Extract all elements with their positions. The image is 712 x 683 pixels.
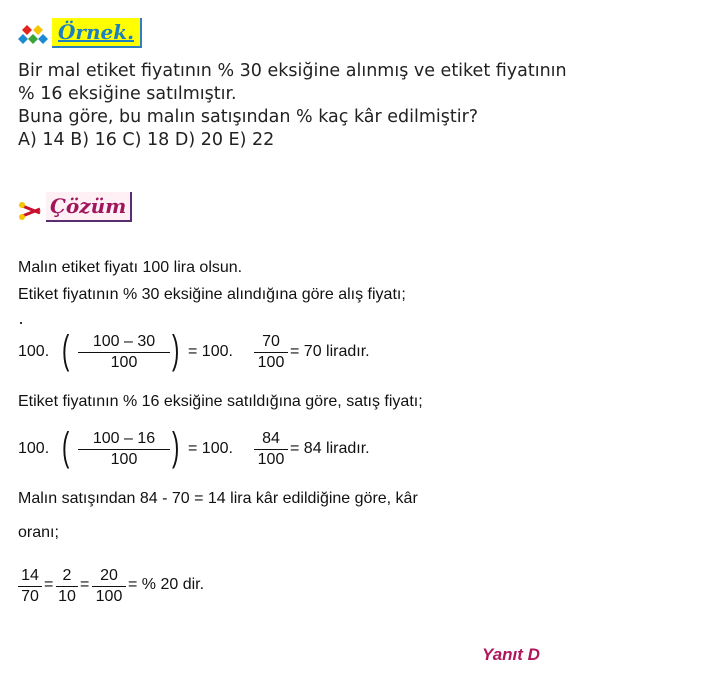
solution-line-5: oranı;: [18, 524, 59, 541]
question-line-2: % 16 eksiğine satılmıştır.: [18, 84, 237, 104]
eq2-term: 100.: [18, 440, 50, 457]
eq2-equals: = 100.: [188, 440, 233, 457]
scissors-icon: [18, 200, 44, 222]
eq3-fraction-2: [56, 566, 78, 607]
eq2-denominator-2: 100: [257, 451, 285, 468]
eq3-fraction-1: [18, 566, 42, 607]
solution-line-3: Etiket fiyatının % 16 eksiğine satıldığına göre, satış fiyatı;: [18, 393, 423, 410]
eq1-numerator-2: 70: [262, 333, 280, 350]
stray-dot: [20, 322, 22, 324]
eq1-denominator-2: 100: [257, 354, 285, 371]
eq1-fraction: [78, 332, 170, 373]
eq1-numerator: 100 – 30: [92, 333, 156, 350]
eq2-result: = 84 liradır.: [290, 440, 370, 457]
eq2-fraction-2: [254, 429, 288, 470]
eq1-fraction-2: [254, 332, 288, 373]
eq3-denominator-3: 100: [95, 588, 123, 605]
eq2-denominator: 100: [110, 451, 138, 468]
eq2-left-paren: (: [62, 425, 70, 469]
eq3-equals-1: =: [44, 576, 54, 593]
ornek-label: Örnek.: [52, 18, 142, 48]
eq1-left-paren: (: [62, 328, 70, 372]
answer-label: Yanıt D: [482, 645, 540, 664]
solution-line-2: Etiket fiyatının % 30 eksiğine alındığına göre alış fiyatı;: [18, 286, 406, 303]
solution-line-4: Malın satışından 84 - 70 = 14 lira kâr edildiğine göre, kâr: [18, 490, 418, 507]
diamond-cluster-icon: [18, 24, 48, 46]
eq2-numerator-2: 84: [262, 430, 280, 447]
eq3-denominator-1: 70: [21, 588, 39, 605]
eq1-right-paren: ): [172, 328, 180, 372]
eq3-denominator-2: 10: [58, 588, 76, 605]
cozum-label: Çözüm: [46, 192, 132, 222]
eq3-numerator-3: 20: [100, 567, 118, 584]
eq1-term: 100.: [18, 343, 50, 360]
eq3-numerator-1: 14: [21, 567, 39, 584]
eq3-equals-2: =: [80, 576, 90, 593]
answer-choices: A) 14 B) 16 C) 18 D) 20 E) 22: [18, 130, 275, 150]
eq1-equals: = 100.: [188, 343, 233, 360]
eq3-numerator-2: 2: [62, 567, 72, 584]
eq3-result: = % 20 dir.: [128, 576, 205, 593]
eq3-fraction-3: [92, 566, 126, 607]
eq1-denominator: 100: [110, 354, 138, 371]
eq2-numerator: 100 – 16: [92, 430, 156, 447]
eq1-result: = 70 liradır.: [290, 343, 370, 360]
solution-line-1: Malın etiket fiyatı 100 lira olsun.: [18, 259, 243, 276]
question-line-3: Buna göre, bu malın satışından % kaç kâr edilmiştir?: [18, 107, 479, 127]
eq2-right-paren: ): [172, 425, 180, 469]
question-line-1: Bir mal etiket fiyatının % 30 eksiğine alınmış ve etiket fiyatının: [18, 61, 567, 81]
eq2-fraction: [78, 429, 170, 470]
